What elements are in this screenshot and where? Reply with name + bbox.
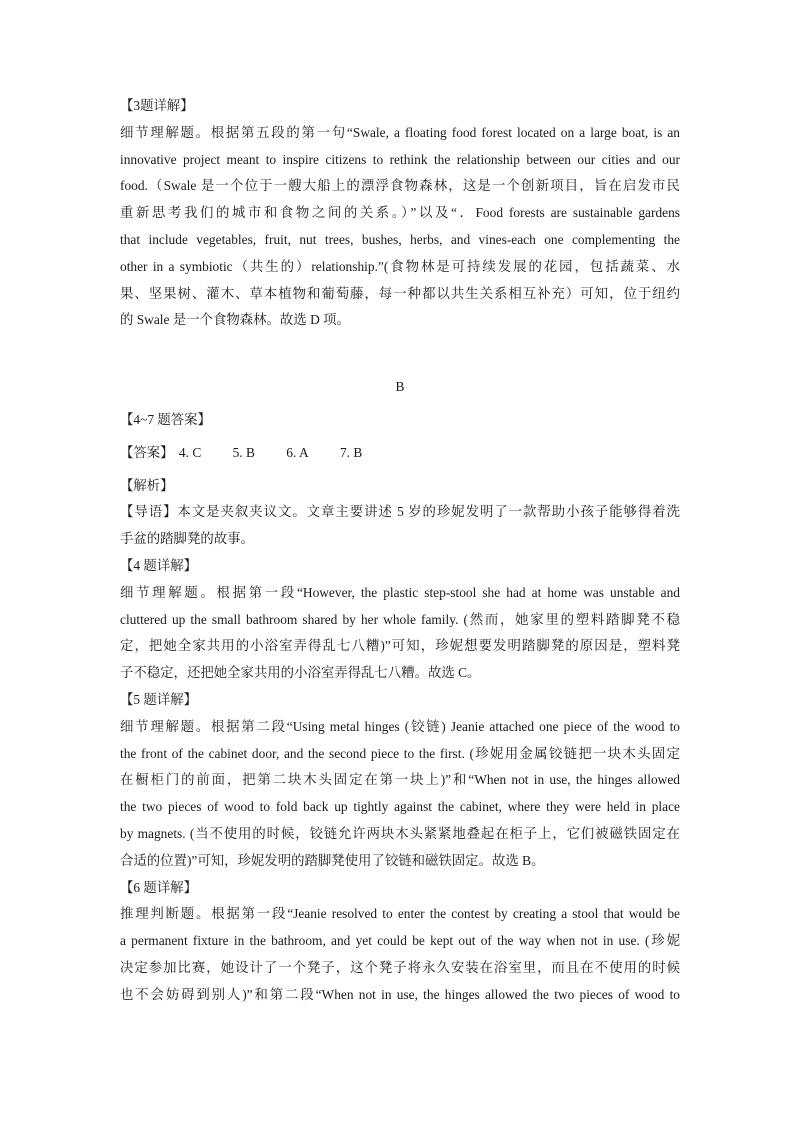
answer-item: 4. C (178, 444, 202, 460)
answers-heading: 【4~7 题答案】 (120, 411, 211, 427)
q6-heading: 【6 题详解】 (120, 879, 197, 895)
q6-line: 决定参加比赛，她设计了一个凳子，这个凳子将永久安装在浴室里，而且在不使用的时候 (120, 959, 680, 975)
analysis-heading: 【解析】 (120, 477, 174, 493)
q6-line: 也不会妨碍到别人)”和第二段“When not in use, the hinges allowed the two pieces of wood to (120, 986, 680, 1002)
q6-line: a permanent fixture in the bathroom, and yet could be kept out of the way when not in use. (珍妮 (120, 933, 680, 949)
q3-line: 细节理解题。根据第五段的第一句“Swale, a floating food forest located on a large boat, is an (120, 124, 680, 140)
answer-item: 6. A (286, 444, 309, 460)
q3-line: food.（Swale 是一个位于一艘大船上的漂浮食物森林，这是一个创新项目，旨在启发市民 (120, 178, 680, 194)
q3-heading: 【3题详解】 (120, 98, 194, 113)
q6-line: 推理判断题。根据第一段“Jeanie resolved to enter the contest by creating a stool that would be (120, 906, 680, 922)
q5-heading: 【5 题详解】 (120, 691, 197, 707)
q4-line: cluttered up the small bathroom shared by her whole family. (然而，她家里的塑料踏脚凳不稳 (120, 611, 680, 627)
answers-label: 【答案】 (120, 444, 174, 460)
q5-line: the front of the cabinet door, and the second piece to the first. (珍妮用金属铰链把一块木头固定 (120, 745, 680, 761)
document-page (120, 93, 680, 1009)
q3-line: that include vegetables, fruit, nut trees, bushes, herbs, and vines-each one complementing the (120, 231, 680, 247)
answer-item: 7. B (339, 444, 363, 460)
answer-item: 5. B (232, 444, 255, 460)
answers-row (120, 440, 680, 467)
q5-line: by magnets. (当不使用的时候，铰链允许两块木头紧紧地叠起在柜子上，它们被磁铁固定在 (120, 825, 680, 841)
q5-line: 在橱柜门的前面，把第二块木头固定在第一块上)”和“When not in use, the hinges allowed (120, 772, 680, 788)
q4-line: 细节理解题。根据第一段“However, the plastic step-stool she had at home was unstable and (120, 584, 680, 600)
q4-line: 子不稳定，还把她全家共用的小浴室弄得乱七八糟。故选 C。 (120, 665, 481, 681)
q3-line: 重新思考我们的城市和食物之间的关系。）”以及“．Food forests are sustainable gardens (120, 205, 680, 221)
q4-heading: 【4 题详解】 (120, 557, 197, 573)
section-heading-b: B (395, 379, 405, 395)
q3-line: 的 Swale 是一个食物森林。故选 D 项。 (120, 312, 350, 328)
analysis-intro-line: 【导语】本文是夹叙夹议文。文章主要讲述 5 岁的珍妮发明了一款帮助小孩子能够得着洗 (120, 504, 680, 520)
q3-line: 果、坚果树、灌木、草本植物和葡萄藤，每一种都以共生关系相互补充）可知，位于纽约 (120, 285, 680, 301)
q3-line: other in a symbiotic（共生的）relationship.”(食物林是可持续发展的花园，包括蔬菜、水 (120, 258, 680, 274)
q5-line: 合适的位置)”可知，珍妮发明的踏脚凳使用了铰链和磁铁固定。故选 B。 (120, 852, 545, 868)
analysis-intro-line: 手盆的踏脚凳的故事。 (120, 531, 254, 547)
q5-line: the two pieces of wood to fold back up tightly against the cabinet, where they were held in place (120, 799, 680, 815)
q4-line: 定，把她全家共用的小浴室弄得乱七八糟)”可知，珍妮想要发明踏脚凳的原因是，塑料凳 (120, 638, 680, 654)
q5-line: 细节理解题。根据第二段“Using metal hinges (铰链) Jeanie attached one piece of the wood to (120, 718, 680, 734)
q3-line: innovative project meant to inspire citizens to rethink the relationship between our cities and our (120, 151, 680, 167)
